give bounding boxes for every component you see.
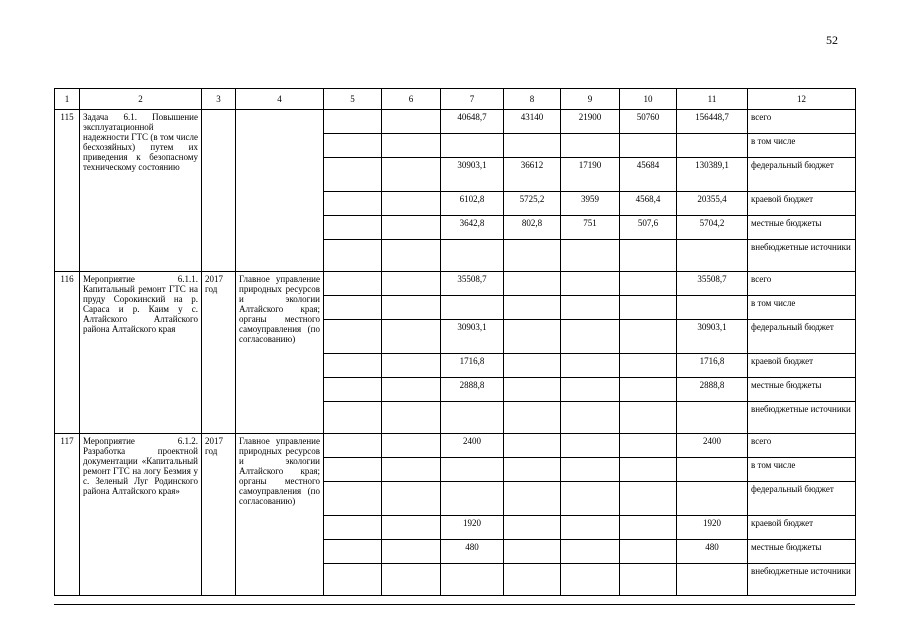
value-cell: 751 [561,216,620,240]
value-cell [561,434,620,458]
value-cell [324,192,382,216]
value-cell [504,458,561,482]
executor-cell: Главное управление природных ресурсов и экологии Алтайского края; органы местного самоуправления (по согласованию) [236,272,324,434]
funding-source-cell: местные бюджеты [748,378,856,402]
value-cell: 43140 [504,110,561,134]
value-cell [324,240,382,272]
column-header: 7 [441,89,504,110]
value-cell [620,434,677,458]
value-cell [561,296,620,320]
value-cell: 1920 [441,516,504,540]
funding-source-cell: всего [748,272,856,296]
value-cell [324,378,382,402]
value-cell: 156448,7 [677,110,748,134]
value-cell [382,540,441,564]
value-cell: 50760 [620,110,677,134]
funding-source-cell: в том числе [748,296,856,320]
page-number: 52 [826,33,838,47]
value-cell [504,402,561,434]
value-cell: 2400 [677,434,748,458]
value-cell [504,134,561,158]
value-cell [441,458,504,482]
value-cell: 507,6 [620,216,677,240]
funding-source-cell: федеральный бюджет [748,320,856,354]
year-cell: 2017 год [202,272,236,434]
table-bottom-rule [54,604,855,605]
value-cell: 802,8 [504,216,561,240]
value-cell: 5725,2 [504,192,561,216]
year-cell [202,110,236,272]
value-cell [324,296,382,320]
funding-source-cell: федеральный бюджет [748,482,856,516]
value-cell [561,458,620,482]
value-cell: 480 [677,540,748,564]
header-row [55,89,856,110]
column-header: 6 [382,89,441,110]
value-cell [324,110,382,134]
value-cell: 30903,1 [441,320,504,354]
value-cell [620,378,677,402]
value-cell: 480 [441,540,504,564]
value-cell [504,540,561,564]
table-row [55,434,856,458]
value-cell [561,564,620,596]
value-cell [561,354,620,378]
value-cell: 30903,1 [441,158,504,192]
value-cell [441,296,504,320]
year-cell: 2017 год [202,434,236,596]
row-number-cell: 116 [55,272,80,434]
value-cell [620,354,677,378]
column-header: 3 [202,89,236,110]
funding-source-cell: краевой бюджет [748,354,856,378]
value-cell [382,216,441,240]
value-cell [504,482,561,516]
table-body [55,89,856,596]
value-cell [677,296,748,320]
value-cell [504,354,561,378]
value-cell [620,564,677,596]
funding-source-cell: всего [748,110,856,134]
funding-source-cell: внебюджетные источники [748,402,856,434]
value-cell [561,240,620,272]
value-cell [677,482,748,516]
value-cell: 1716,8 [677,354,748,378]
value-cell [504,320,561,354]
funding-source-cell: внебюджетные источники [748,564,856,596]
measure-name-cell: Мероприятие 6.1.1. Капитальный ремонт ГТС на пруду Сорокинский на р. Сараса и р. Каим у с. Алтайского Алтайского района Алтайского края [80,272,202,434]
value-cell [561,320,620,354]
column-header: 11 [677,89,748,110]
value-cell: 3959 [561,192,620,216]
value-cell [677,402,748,434]
value-cell [382,564,441,596]
value-cell [382,458,441,482]
value-cell [677,564,748,596]
column-header: 12 [748,89,856,110]
value-cell [324,134,382,158]
value-cell [441,240,504,272]
value-cell [620,516,677,540]
column-header: 9 [561,89,620,110]
row-number-cell: 117 [55,434,80,596]
column-header: 5 [324,89,382,110]
value-cell [324,434,382,458]
value-cell: 2400 [441,434,504,458]
value-cell [620,482,677,516]
value-cell [620,272,677,296]
value-cell [677,458,748,482]
value-cell [382,320,441,354]
value-cell: 30903,1 [677,320,748,354]
value-cell [441,402,504,434]
value-cell [677,134,748,158]
value-cell [324,354,382,378]
value-cell [382,482,441,516]
budget-table [54,88,856,596]
value-cell: 5704,2 [677,216,748,240]
value-cell [382,378,441,402]
value-cell [382,272,441,296]
value-cell [324,516,382,540]
value-cell: 20355,4 [677,192,748,216]
funding-source-cell: всего [748,434,856,458]
value-cell [620,296,677,320]
value-cell [382,402,441,434]
value-cell [324,458,382,482]
value-cell [504,240,561,272]
value-cell: 2888,8 [677,378,748,402]
value-cell [382,240,441,272]
value-cell [620,320,677,354]
table-row [55,272,856,296]
value-cell [677,240,748,272]
value-cell [324,216,382,240]
measure-name-cell: Задача 6.1. Повышение эксплуатационной надежности ГТС (в том числе бесхозяйных) путем их приведения к безопасному техническому состоянию [80,110,202,272]
value-cell: 1716,8 [441,354,504,378]
value-cell [441,482,504,516]
value-cell [441,564,504,596]
value-cell [504,378,561,402]
row-number-cell: 115 [55,110,80,272]
value-cell: 40648,7 [441,110,504,134]
value-cell: 45684 [620,158,677,192]
column-header: 10 [620,89,677,110]
value-cell [620,402,677,434]
value-cell [504,516,561,540]
value-cell [324,272,382,296]
funding-source-cell: федеральный бюджет [748,158,856,192]
value-cell [382,110,441,134]
value-cell [561,540,620,564]
value-cell [504,434,561,458]
executor-cell [236,110,324,272]
value-cell: 35508,7 [441,272,504,296]
value-cell: 21900 [561,110,620,134]
value-cell: 6102,8 [441,192,504,216]
value-cell [324,482,382,516]
value-cell: 35508,7 [677,272,748,296]
value-cell [382,158,441,192]
value-cell [441,134,504,158]
funding-source-cell: краевой бюджет [748,516,856,540]
value-cell [504,564,561,596]
value-cell: 17190 [561,158,620,192]
value-cell [324,564,382,596]
value-cell [620,540,677,564]
funding-source-cell: краевой бюджет [748,192,856,216]
value-cell [620,458,677,482]
column-header: 8 [504,89,561,110]
value-cell [561,482,620,516]
value-cell [504,272,561,296]
funding-source-cell: внебюджетные источники [748,240,856,272]
value-cell [561,378,620,402]
value-cell: 3642,8 [441,216,504,240]
value-cell [324,320,382,354]
value-cell [382,296,441,320]
value-cell: 4568,4 [620,192,677,216]
value-cell [504,296,561,320]
value-cell [620,240,677,272]
value-cell: 2888,8 [441,378,504,402]
table-row [55,110,856,134]
value-cell [382,354,441,378]
column-header: 2 [80,89,202,110]
value-cell [561,272,620,296]
measure-name-cell: Мероприятие 6.1.2. Разработка проектной документации «Капитальный ремонт ГТС на логу Безмия у с. Зеленый Луг Родинского района Алтайского края» [80,434,202,596]
value-cell [561,402,620,434]
value-cell [382,134,441,158]
value-cell [561,134,620,158]
funding-source-cell: в том числе [748,458,856,482]
column-header: 4 [236,89,324,110]
value-cell [382,516,441,540]
value-cell [382,192,441,216]
value-cell [324,158,382,192]
value-cell: 1920 [677,516,748,540]
value-cell: 130389,1 [677,158,748,192]
funding-source-cell: местные бюджеты [748,540,856,564]
executor-cell: Главное управление природных ресурсов и экологии Алтайского края; органы местного самоуправления (по согласованию) [236,434,324,596]
column-header: 1 [55,89,80,110]
value-cell [382,434,441,458]
value-cell [620,134,677,158]
value-cell: 36612 [504,158,561,192]
value-cell [324,540,382,564]
value-cell [324,402,382,434]
value-cell [561,516,620,540]
funding-source-cell: местные бюджеты [748,216,856,240]
funding-source-cell: в том числе [748,134,856,158]
